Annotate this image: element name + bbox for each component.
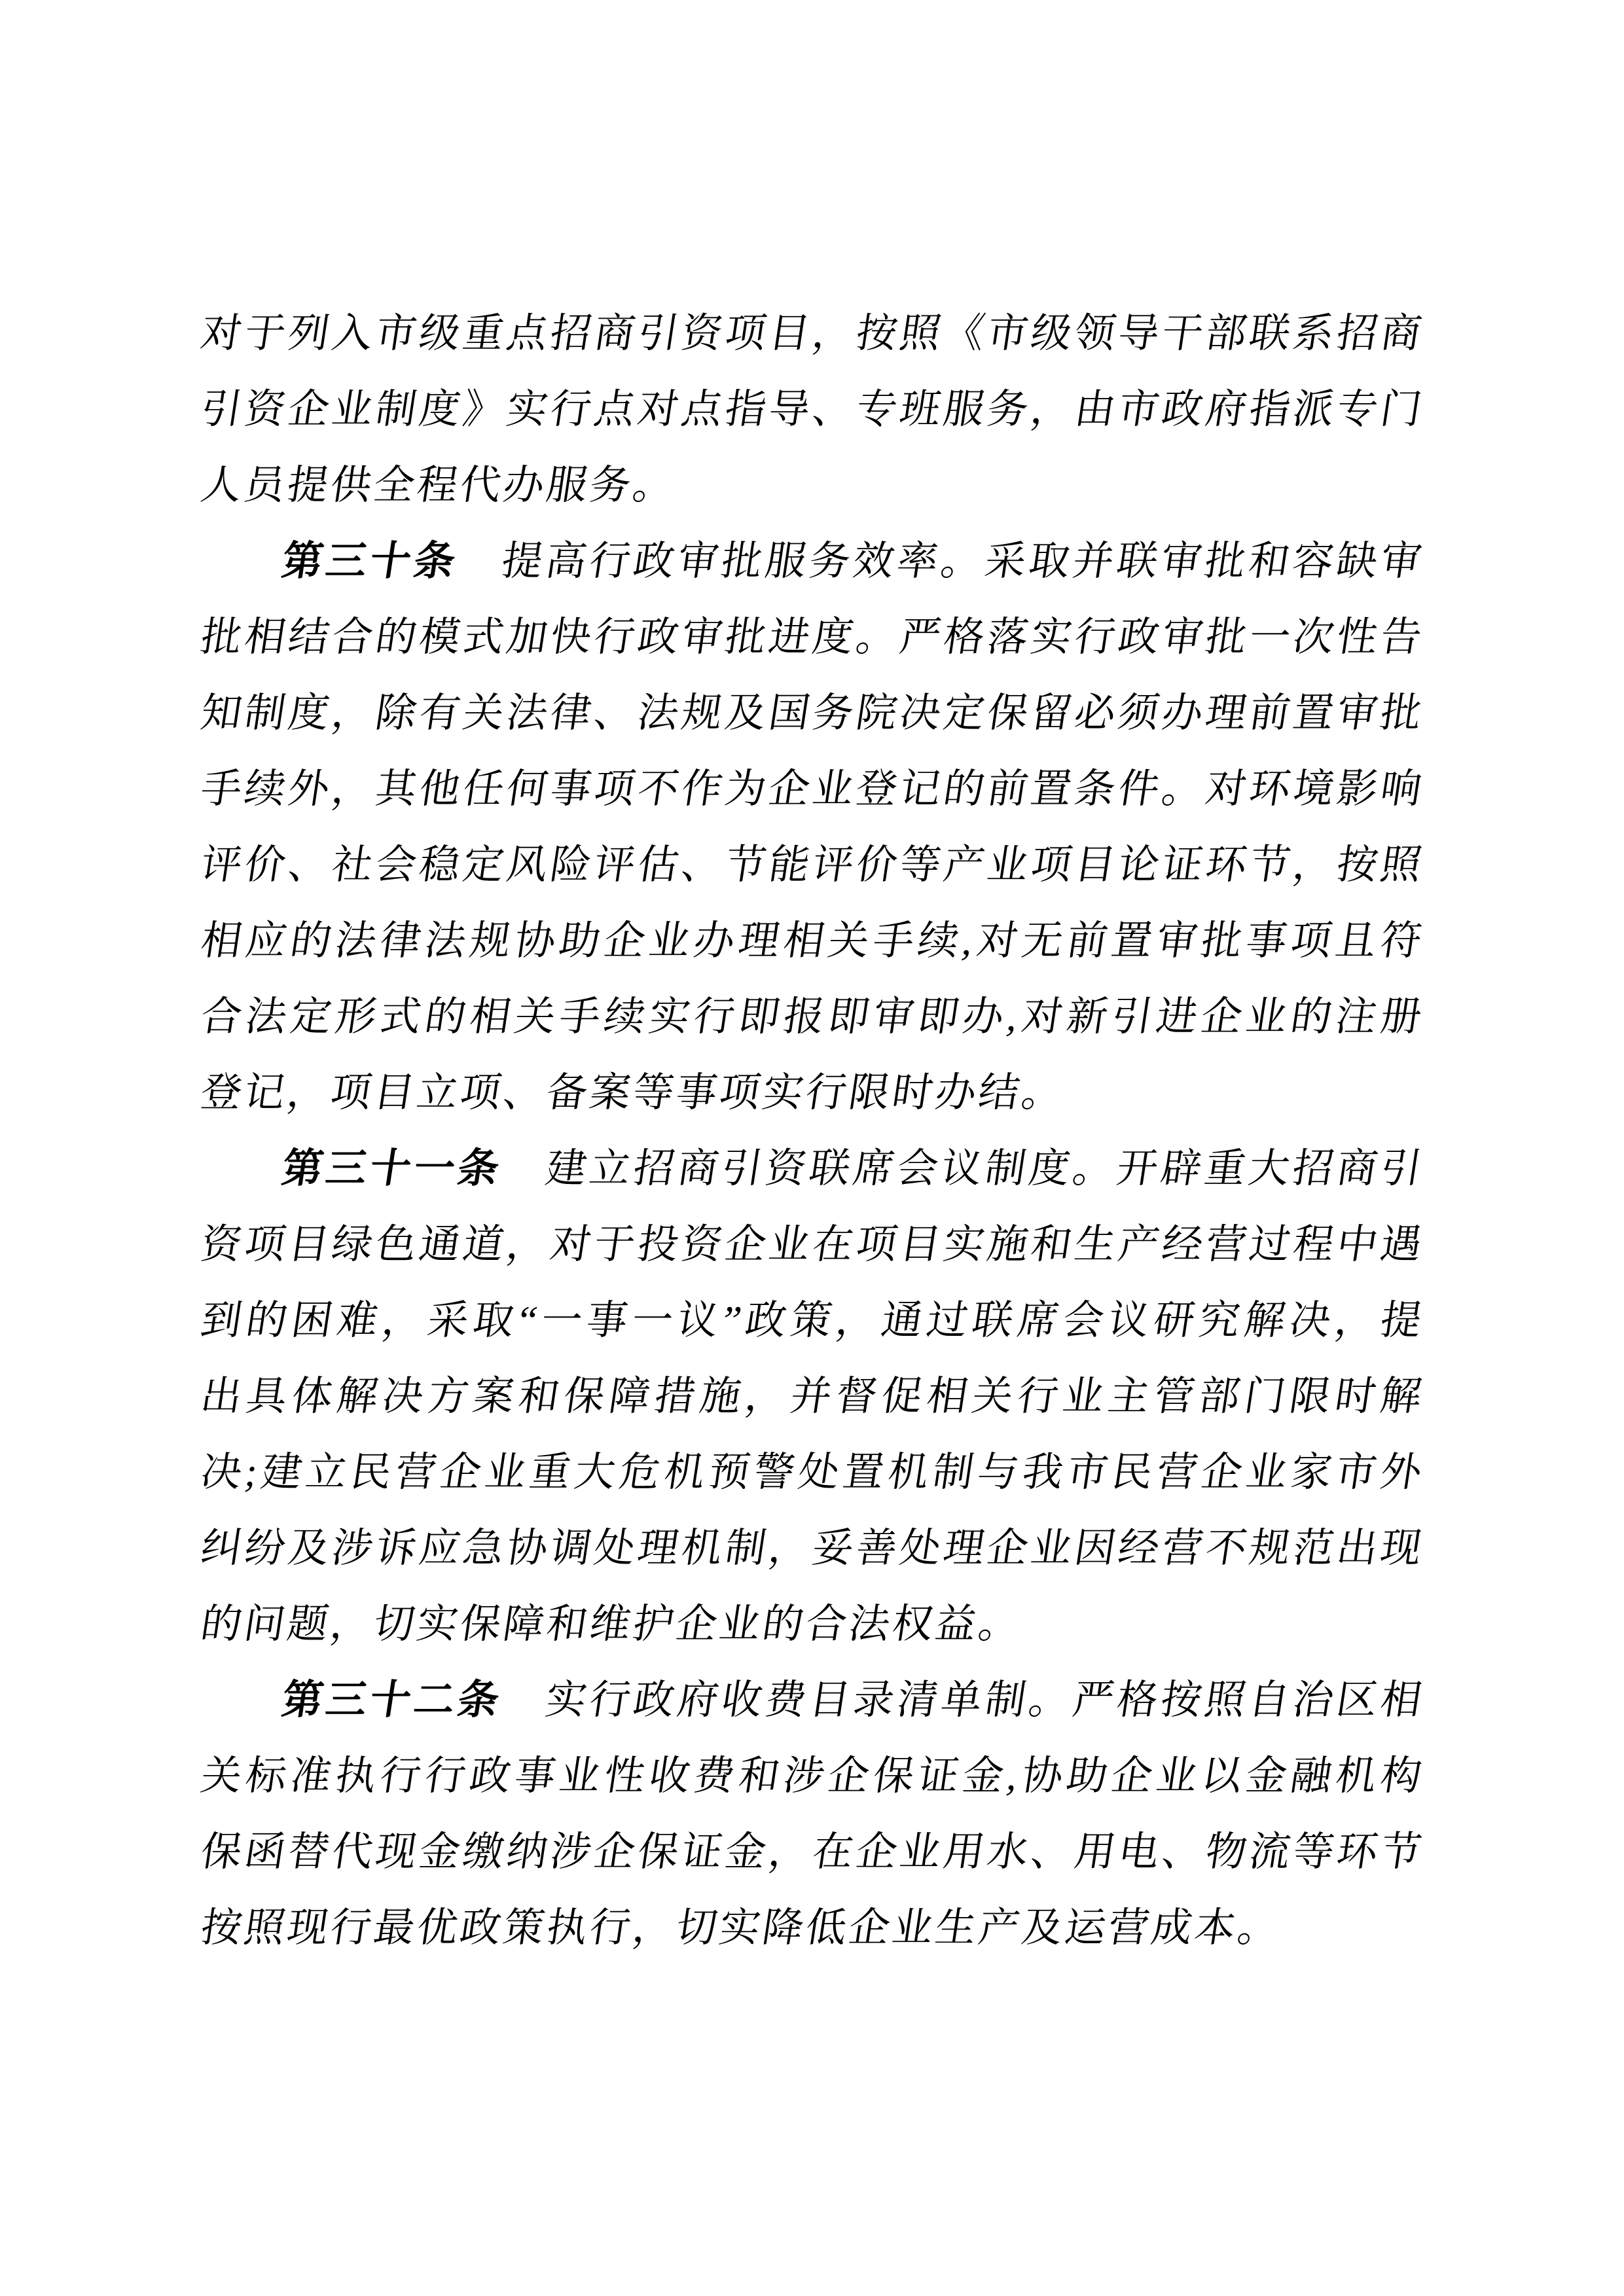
text-segment: 建立招商引资联席会议制度。开辟重大招商引 bbox=[498, 1147, 1428, 1191]
text-line bbox=[196, 1283, 1430, 1359]
text-line bbox=[196, 1890, 1430, 1966]
text-line bbox=[196, 1662, 1430, 1738]
text-line bbox=[196, 1055, 1430, 1131]
text-line bbox=[196, 372, 1430, 448]
text-line bbox=[196, 448, 1430, 524]
text-line bbox=[196, 1435, 1430, 1511]
text-segment: 按照现行最优政策执行，切实降低企业生产及运营成本。 bbox=[198, 1906, 1285, 1950]
text-line bbox=[196, 827, 1430, 903]
text-segment: 合法定形式的相关手续实行即报即审即办,对新引进企业的注册 bbox=[198, 995, 1428, 1039]
text-line bbox=[196, 1511, 1430, 1587]
text-line bbox=[196, 600, 1430, 675]
text-line bbox=[196, 1131, 1430, 1207]
text-segment: 决;建立民营企业重大危机预警处置机制与我市民营企业家市外 bbox=[198, 1450, 1428, 1495]
text-line bbox=[196, 1359, 1430, 1435]
text-segment: 关标准执行行政事业性收费和涉企保证金,协助企业以金融机构 bbox=[198, 1754, 1428, 1799]
text-line bbox=[196, 296, 1430, 372]
text-segment: 保函替代现金缴纳涉企保证金，在企业用水、用电、物流等环节 bbox=[198, 1830, 1428, 1874]
text-segment: 资项目绿色通道，对于投资企业在项目实施和生产经营过程中遇 bbox=[198, 1223, 1428, 1267]
text-segment: 实行政府收费目录清单制。严格按照自治区相 bbox=[498, 1678, 1428, 1723]
text-line bbox=[196, 903, 1430, 979]
text-segment: 提高行政审批服务效率。采取并联审批和容缺审 bbox=[454, 539, 1428, 584]
article-number-label: 第三十条 bbox=[279, 539, 461, 584]
text-line bbox=[196, 1207, 1430, 1283]
article-number-label: 第三十一条 bbox=[279, 1147, 505, 1191]
text-segment: 的问题，切实保障和维护企业的合法权益。 bbox=[198, 1602, 1026, 1647]
text-line bbox=[196, 1738, 1430, 1814]
text-segment: 手续外，其他任何事项不作为企业登记的前置条件。对环境影响 bbox=[198, 767, 1428, 812]
text-line bbox=[196, 979, 1430, 1055]
text-line bbox=[196, 1587, 1430, 1662]
text-line bbox=[196, 1814, 1430, 1890]
document-body bbox=[198, 296, 1428, 1966]
text-segment: 相应的法律法规协助企业办理相关手续,对无前置审批事项且符 bbox=[198, 919, 1428, 963]
text-segment: 登记，项目立项、备案等事项实行限时办结。 bbox=[198, 1071, 1069, 1115]
text-segment: 引资企业制度》实行点对点指导、专班服务，由市政府指派专门 bbox=[198, 387, 1428, 432]
text-segment: 出具体解决方案和保障措施，并督促相关行业主管部门限时解 bbox=[198, 1374, 1428, 1419]
text-line bbox=[196, 751, 1430, 827]
text-line bbox=[196, 675, 1430, 751]
text-segment: 纠纷及涉诉应急协调处理机制，妥善处理企业因经营不规范出现 bbox=[198, 1526, 1428, 1571]
text-segment: 对于列入市级重点招商引资项目，按照《市级领导干部联系招商 bbox=[198, 312, 1428, 356]
text-segment: 知制度，除有关法律、法规及国务院决定保留必须办理前置审批 bbox=[198, 691, 1428, 736]
text-segment: 批相结合的模式加快行政审批进度。严格落实行政审批一次性告 bbox=[198, 615, 1428, 660]
article-number-label: 第三十二条 bbox=[279, 1678, 505, 1723]
text-line bbox=[196, 524, 1430, 600]
text-segment: 人员提供全程代办服务。 bbox=[198, 463, 680, 508]
text-segment: 到的困难，采取“一事一议”政策，通过联席会议研究解决，提 bbox=[198, 1299, 1428, 1343]
text-segment: 评价、社会稳定风险评估、节能评价等产业项目论证环节，按照 bbox=[198, 843, 1428, 888]
